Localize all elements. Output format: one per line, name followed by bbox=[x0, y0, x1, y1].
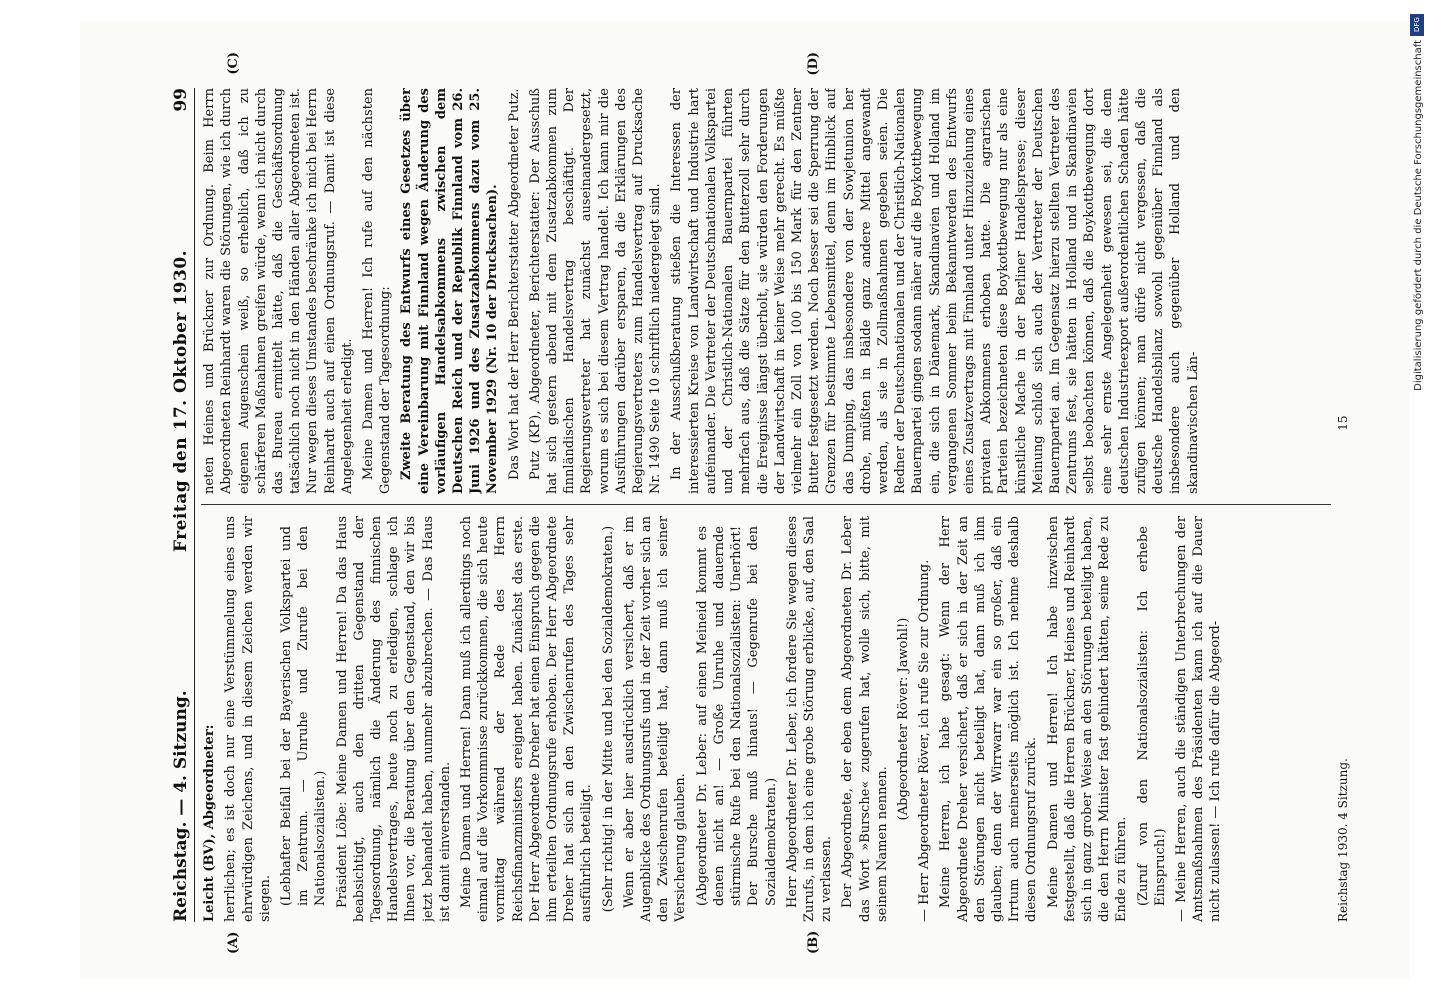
paragraph: Der Abgeordnete, der eben dem Abgeordneten Dr. Leber das Wort »Bursche« zugerufen hat, wolle sich, bitte, mit seinem Namen nennen. bbox=[840, 516, 890, 922]
margin-letter-d: (D) bbox=[806, 52, 821, 76]
interjection: (Lebhafter Beifall bei der Bayerischen Volkspartei und im Zentrum. — Unruhe und Zurufe bei den Nationalsozialisten.) bbox=[279, 526, 329, 906]
page-number: 99 bbox=[171, 88, 191, 112]
digitization-credit bbox=[1410, 6, 1430, 996]
paragraph: Meine Damen und Herren! Ich habe inzwischen festgestellt, daß die Herren Brückner, Heines und Reinhardt sich in ganz grober Weise an den Störungen beteiligt haben, die den Herrn Minister fast gehindert hätten, seine Rede zu Ende zu führen. bbox=[1045, 516, 1130, 922]
text-columns bbox=[201, 88, 1331, 922]
paragraph: Putz (KP), Abgeordneter, Berichterstatter: Der Ausschuß hat sich gestern abend mit dem Zusatzabkommen zum finnländischen Handelsvertrag beschäftigt. Der Regierungsvertreter hat zunächst auseinandergesetzt, worum es sich bei diesem Vertrag handelt. Ich kann mir die Ausführungen darüber ersparen, da die Erklärungen des Regierungsvertreters zum Handelsvertrag auf Drucksache Nr. 1490 Seite 10 schriftlich niedergelegt sind. bbox=[527, 88, 664, 494]
interjection: (Sehr richtig! in der Mitte und bei den Sozialdemokraten.) bbox=[600, 525, 616, 913]
paragraph: Meine Damen und Herren! Dann muß ich allerdings noch einmal auf die Vorkommnisse zurückkommen, die sich heute vormittag während der Rede des Herrn Reichsfinanzministers ereignet haben. Zunächst das erste. Der Herr Abgeordnete Dreher hat einen Einspruch gegen die ihm erteilten Ordnungsrufe erhoben. Der Herr Abgeordnete Dreher hat sich an den Zwischenrufen des Tages sehr ausführlich beteiligt. bbox=[459, 516, 595, 922]
margin-letter-b: (B) bbox=[806, 930, 821, 954]
dfg-logo: DFG bbox=[1410, 14, 1424, 36]
interjection: (Zuruf von den Nationalsozialisten: Ich erhebe Einspruch!) bbox=[1135, 526, 1168, 906]
header-left: Reichstag. — 4. Sitzung. bbox=[171, 690, 191, 922]
credit-text: Digitalisierung gefördert durch die Deutsche Forschungsgemeinschaft bbox=[1413, 40, 1424, 391]
paragraph: herrlichen; es ist doch nur eine Verstümmelung eines uns ehrwürdigen Zeichens, und in diesem Zeichen werden wir siegen. bbox=[223, 516, 273, 922]
speaker-line: Leicht (BV), Abgeordneter: bbox=[202, 724, 218, 922]
agenda-item: Zweite Beratung des Entwurfs eines Gesetzes über eine Vereinbarung mit Finnland wegen Änderung des vorläufigen Handelsabkommens zwischen dem Deutschen Reich und der Republik Finnland vom 26. Juni 1926 und des Zusatzabkommens dazu vom 25. November 1929 (Nr. 10 der Drucksachen). bbox=[399, 88, 501, 494]
paragraph: In der Ausschußberatung stießen die Interessen der interessierten Kreise von Landwirtschaft und Industrie hart aufeinander. Die Vertreter der Deutschnationalen Volkspartei und der Christlich-Nationalen Bauernpartei führten mehrfach aus, daß die Sätze für den Butterzoll sehr durch die Ereignisse längst überholt, sie würden den Forderungen der Landwirtschaft in keiner Weise mehr gerecht. Es müßte vielmehr ein Zoll von 100 bis 150 Mark für den Zentner Butter festgesetzt werden. Noch besser sei die Sperrung der Grenzen für bestimmte Lebensmittel, denn im Hinblick auf das Dumping, das insbesondere von der Sowjetunion her drohe, müßten in Bälde ganz andere Mittel angewandt werden, als sie in Zollmaßnahmen gegeben seien. Die Redner der Deutschnationalen und der Christlich-Nationalen Bauernpartei gingen sodann näher auf die Boykottbewegung ein, die sich in Dänemark, Skandinavien und Holland im vergangenen Sommer beim Bekanntwerden des Entwurfs eines Zusatzvertrags mit Finnland unter Hinzuziehung eines privaten Abkommens erhoben hatte. Die agrarischen Parteien bezeichneten diese Boykottbewegung nur als eine künstliche Mache in der Berliner Handelspresse; dieser Meinung schloß sich auch der Vertreter der Deutschen Bauernpartei an. Im Gegensatz hierzu stellten Vertreter des Zentrums fest, sie hätten in Holland und in Skandinavien selbst beobachten können, daß die Boykottbewegung dort eine sehr ernste Angelegenheit gewesen sei, die dem deutschen Industrieexport außerordentlichen Schaden hätte zufügen können; man dürfe nicht vergessen, daß die deutsche Handelsbilanz sowohl gegenüber Finnland als insbesondere auch gegenüber Holland und den skandinavischen Län- bbox=[669, 88, 1201, 494]
paragraph: — Herr Abgeordneter Röver, ich rufe Sie zur Ordnung. bbox=[917, 559, 933, 922]
scanned-page bbox=[80, 20, 1410, 980]
interjection: (Abgeordneter Röver: Jawohl!) bbox=[895, 617, 911, 821]
paragraph: Herr Abgeordneter Dr. Leber, ich fordere Sie wegen dieses Zurufs, in dem ich eine grobe Störung erblicke, auf, den Saal zu verlassen. bbox=[784, 516, 835, 922]
column-divider bbox=[201, 504, 1331, 505]
paragraph: Das Wort hat der Herr Berichterstatter Abgeordneter Putz. bbox=[506, 88, 522, 480]
margin-letter-c: (C) bbox=[226, 52, 241, 75]
footer-signature: 15 bbox=[1336, 415, 1351, 431]
footer-left: Reichstag 1930. 4 Sitzung. bbox=[1336, 758, 1351, 922]
rotated-page bbox=[165, 52, 1405, 954]
interjection: (Abgeordneter Dr. Leber: auf einen Meineid kommt es denen nicht an! — Große Unruhe und dauernde stürmische Rufe bei den Nationalsozialisten: Unerhört! Der Bursche muß hinaus! — Gegenrufe bei den Sozialdemokraten.) bbox=[694, 526, 779, 906]
page-header bbox=[173, 88, 195, 922]
paragraph: Meine Damen und Herren! Ich rufe auf den nächsten Gegenstand der Tagesordnung: bbox=[361, 88, 394, 494]
page-footer bbox=[1335, 88, 1352, 922]
paragraph: Meine Herren, ich habe gesagt: Wenn der Herr Abgeordnete Dreher versichert, daß er sich in der Zeit an den Störungen nicht beteiligt hat, dann muß ich ihm glauben; denn der Wirrwarr war ein so großer, daß ein Irrtum auch meinerseits möglich ist. Ich nehme deshalb diesen Ordnungsruf zurück. bbox=[938, 516, 1040, 922]
margin-letter-a: (A) bbox=[226, 931, 241, 954]
header-date: Freitag den 17. Oktober 1930. bbox=[171, 249, 191, 553]
paragraph: neten Heines und Brückner zur Ordnung. Beim Herrn Abgeordneten Reinhardt waren die Störungen, wie ich durch eigenen Augenschein weiß, so erheblich, daß ich zu schärferen Maßnahmen greifen würde, wenn ich nicht durch das Bureau ermittelt hätte, daß die Geschäftsordnung tatsächlich noch nicht in den Händen aller Abgeordneten ist. Nur wegen dieses Umstandes beschränke ich mich bei Herrn Reinhardt auch auf einen Ordnungsruf. — Damit ist diese Angelegenheit erledigt. bbox=[202, 88, 355, 494]
paragraph: — Meine Herren, auch die ständigen Unterbrechungen der Amtsmaßnahmen des Präsidenten kann ich auf die Dauer nicht zulassen! — Ich rufe dafür die Abgeord- bbox=[1173, 516, 1224, 922]
paragraph: Wenn er aber hier ausdrücklich versichert, daß er im Augenblicke des Ordnungsrufs und in der Zeit vorher sich an den Zwischenrufen beteiligt hat, dann muß ich seiner Versicherung glauben. bbox=[621, 516, 689, 922]
paragraph: Präsident Löbe: Meine Damen und Herren! Da das Haus beabsichtigt, auch den dritten Gegenstand der Tagesordnung, nämlich die Änderung des finnischen Handelsvertrages, heute noch zu erledigen, schlage ich Ihnen vor, die Beratung über den Gegenstand, den wir bis jetzt behandelt haben, nunmehr abzubrechen. — Das Haus ist damit einverstanden. bbox=[334, 516, 453, 922]
left-column bbox=[201, 516, 1331, 922]
right-column bbox=[201, 88, 1331, 494]
